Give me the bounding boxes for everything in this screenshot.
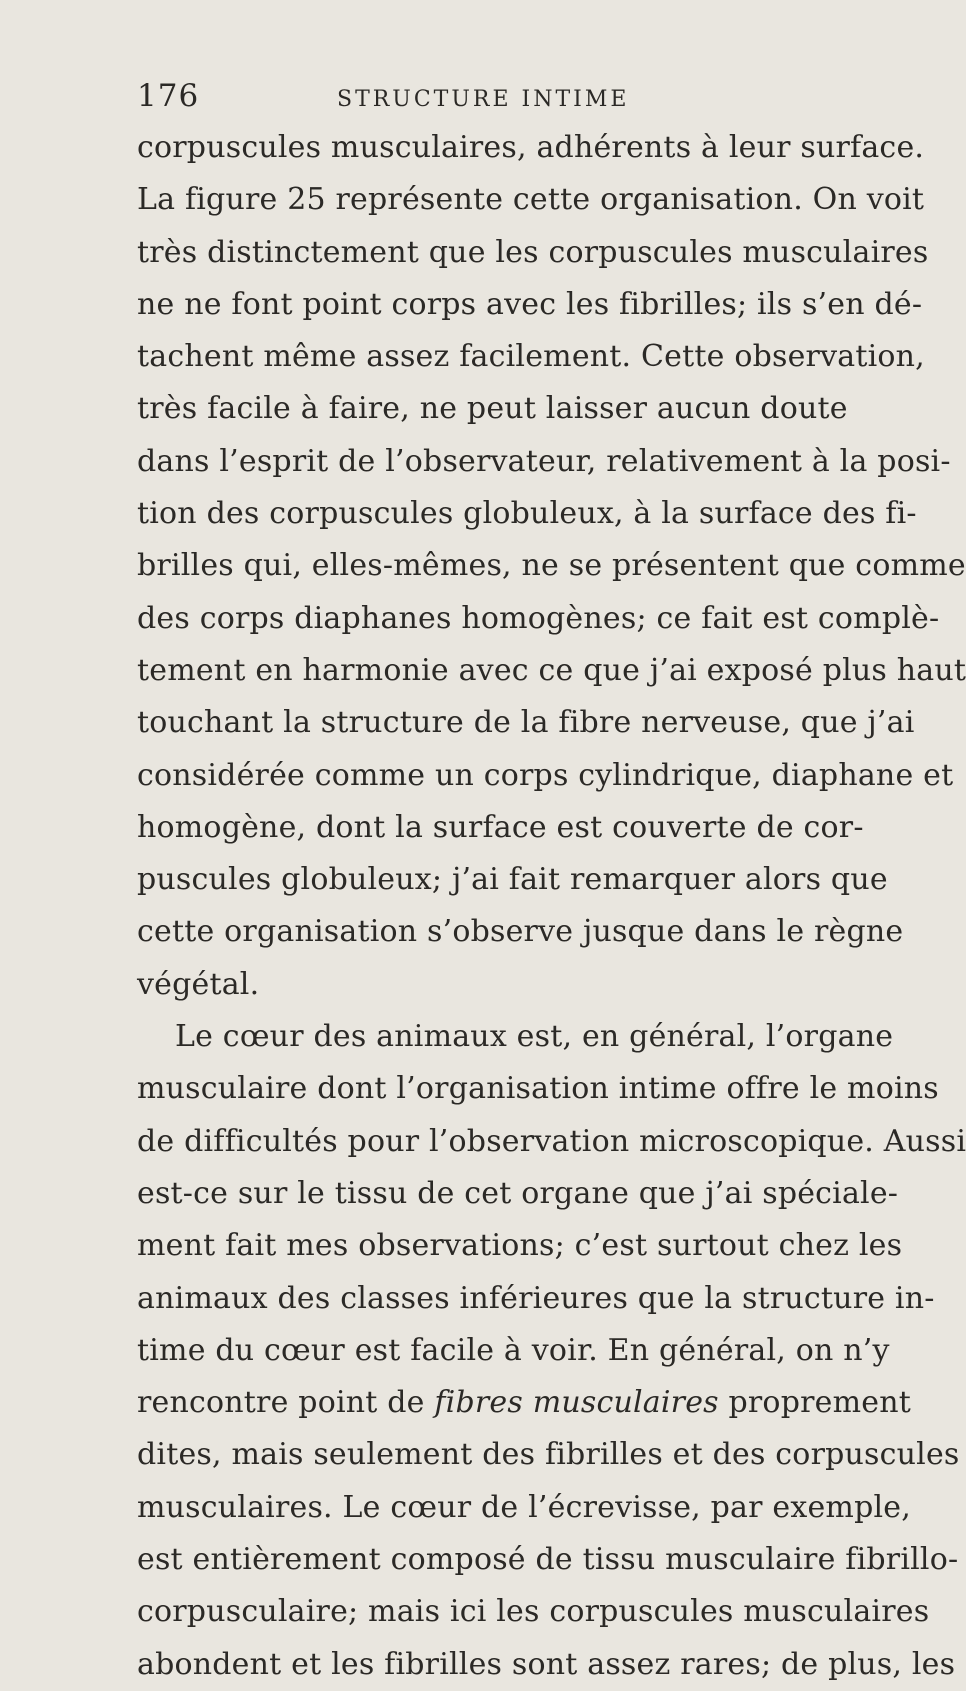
text-line: touchant la structure de la fibre nerveuse, que j’ai	[137, 705, 915, 741]
text-line: animaux des classes inférieures que la structure in-	[137, 1280, 935, 1316]
text-line-with-italic	[137, 1377, 911, 1429]
text-line: tachent même assez facilement. Cette observation,	[137, 339, 925, 375]
text-line: corpusculaire; mais ici les corpuscules musculaires	[137, 1594, 930, 1630]
text-line: musculaires. Le cœur de l’écrevisse, par exemple,	[137, 1489, 911, 1525]
text-line: très distinctement que les corpuscules musculaires	[137, 234, 929, 270]
italic-term: fibres musculaires	[434, 1385, 719, 1421]
body-text	[137, 122, 966, 1691]
text-line: brilles qui, elles-mêmes, ne se présentent que comme	[137, 548, 966, 584]
text-line: est entièrement composé de tissu musculaire fibrillo-	[137, 1542, 959, 1578]
running-head	[137, 78, 760, 122]
text-segment: rencontre point de	[137, 1385, 435, 1421]
paragraph-start-line: Le cœur des animaux est, en général, l’organe	[175, 1019, 894, 1055]
text-line: des corps diaphanes homogènes; ce fait est complè-	[137, 600, 940, 636]
text-line: La figure 25 représente cette organisation. On voit	[137, 182, 925, 218]
page-number: 176	[137, 78, 200, 114]
running-title: STRUCTURE INTIME	[337, 87, 630, 112]
text-line: time du cœur est facile à voir. En général, on n’y	[137, 1332, 890, 1368]
text-line: dites, mais seulement des fibrilles et des corpuscules	[137, 1437, 960, 1473]
text-line: dans l’esprit de l’observateur, relativement à la posi-	[137, 443, 951, 479]
text-line: puscules globuleux; j’ai fait remarquer alors que	[137, 862, 888, 898]
text-line: tement en harmonie avec ce que j’ai exposé plus haut	[137, 652, 966, 688]
text-line: de difficultés pour l’observation microscopique. Aussi	[137, 1123, 966, 1159]
text-line: abondent et les fibrilles sont assez rares; de plus, les	[137, 1646, 956, 1682]
text-line: ment fait mes observations; c’est surtout chez les	[137, 1228, 903, 1264]
text-line: très facile à faire, ne peut laisser aucun doute	[137, 391, 848, 427]
text-line: est-ce sur le tissu de cet organe que j’ai spéciale-	[137, 1175, 899, 1211]
text-segment: proprement	[718, 1385, 911, 1421]
text-line: considérée comme un corps cylindrique, diaphane et	[137, 757, 954, 793]
text-line: tion des corpuscules globuleux, à la surface des fi-	[137, 496, 917, 532]
text-line: homogène, dont la surface est couverte de cor-	[137, 809, 864, 845]
text-line: musculaire dont l’organisation intime offre le moins	[137, 1071, 939, 1107]
text-line: ne ne font point corps avec les fibrilles; ils s’en dé-	[137, 286, 923, 322]
paragraph-end-line: végétal.	[137, 966, 260, 1002]
text-line: cette organisation s’observe jusque dans le règne	[137, 914, 904, 950]
text-line: corpuscules musculaires, adhérents à leur surface.	[137, 130, 925, 165]
